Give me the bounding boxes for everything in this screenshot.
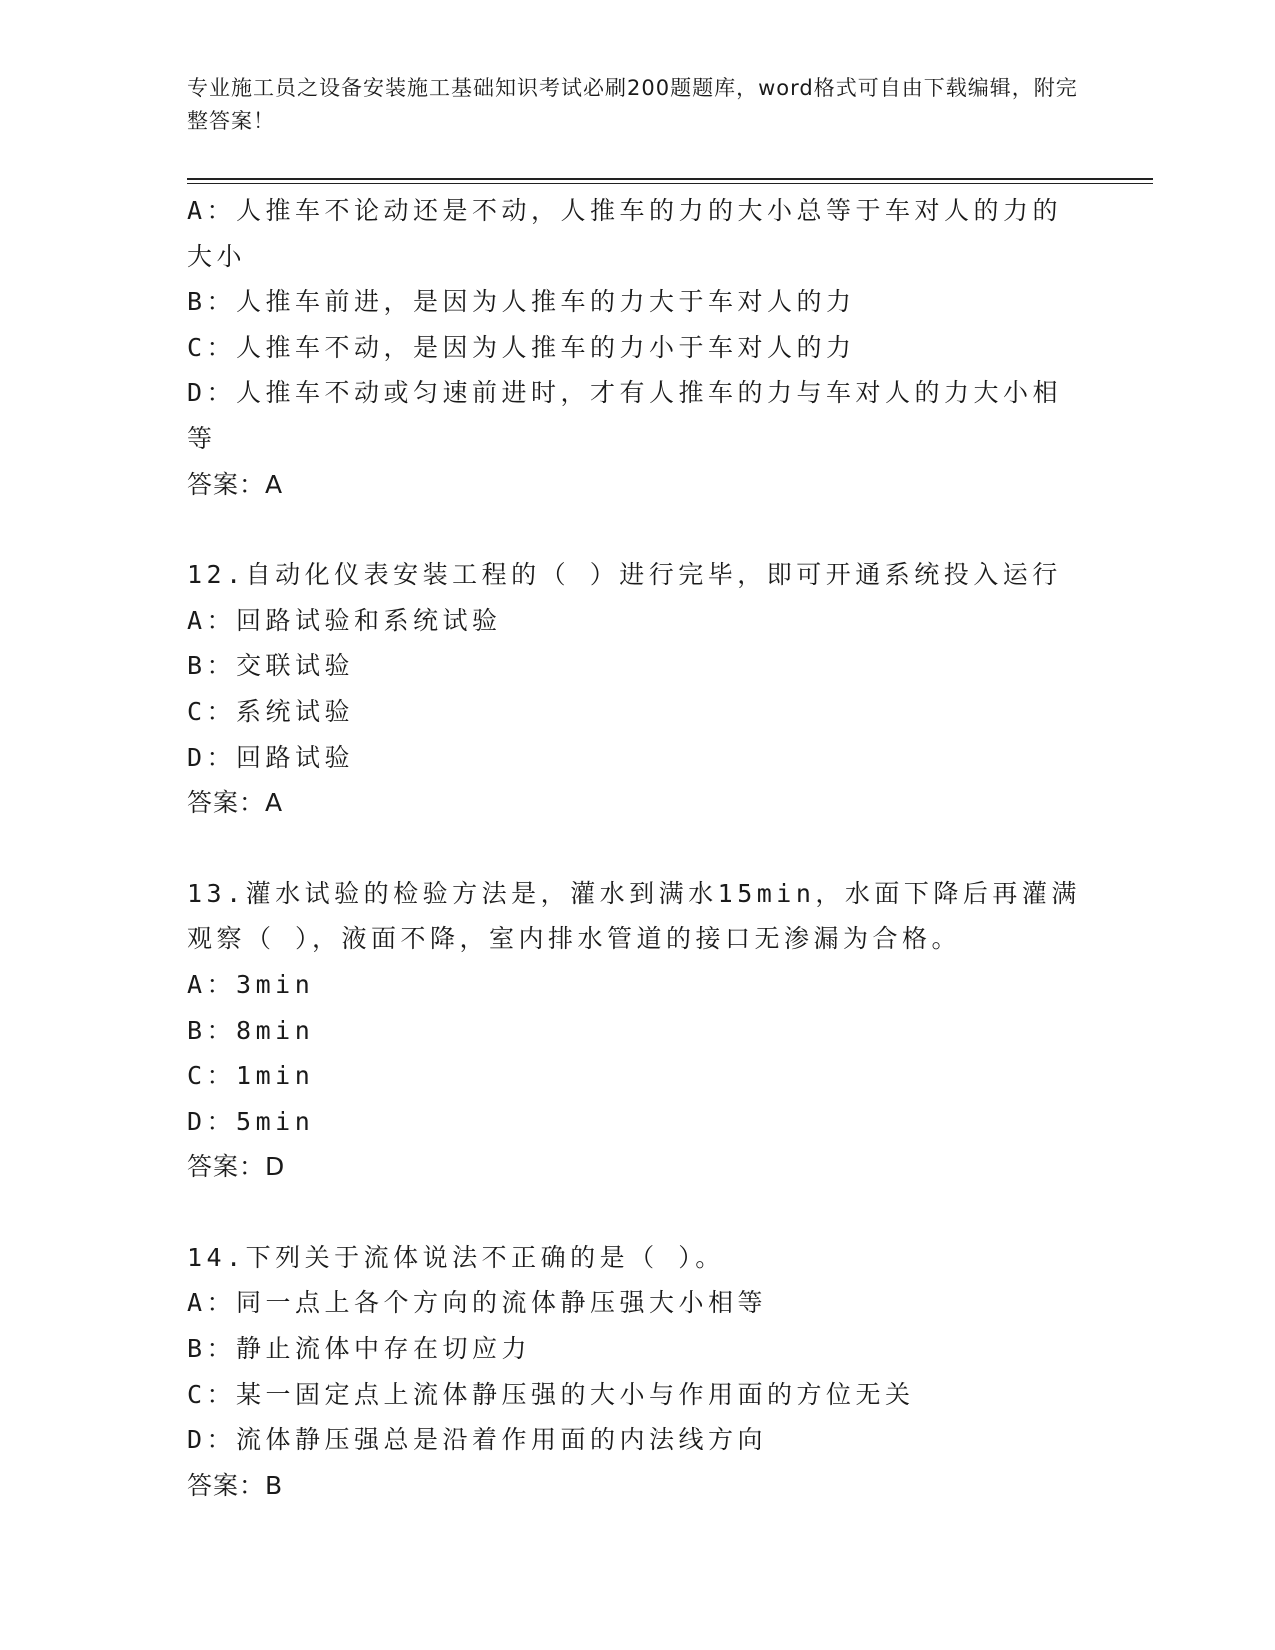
question-11-continued [187,188,1087,507]
option-b: B：8min [187,1015,315,1045]
option-b: B：交联试验 [187,651,355,681]
question-stem: 12.自动化仪表安装工程的（ ）进行完毕，即可开通系统投入运行 [187,560,1062,590]
question-stem: 13.灌水试验的检验方法是，灌水到满水15min，水面下降后再灌满观察（ ），液面不降，室内排水管道的接口无渗漏为合格。 [187,878,1081,954]
option-b: B：静止流体中存在切应力 [187,1334,532,1364]
option-a: A：回路试验和系统试验 [187,605,502,635]
option-c: C：1min [187,1061,315,1091]
option-a: A：3min [187,969,315,999]
option-d: D：流体静压强总是沿着作用面的内法线方向 [187,1425,768,1455]
option-d: D：5min [187,1106,315,1136]
option-d: D：人推车不动或匀速前进时，才有人推车的力与车对人的力大小相等 [187,378,1063,453]
option-c: C：人推车不动，是因为人推车的力小于车对人的力 [187,332,856,362]
option-a: A：人推车不论动还是不动，人推车的力的大小总等于车对人的力的大小 [187,196,1063,271]
answer-line: 答案：B [187,1470,284,1500]
answer-line: 答案：A [187,469,284,499]
question-stem: 14.下列关于流体说法不正确的是（ ）。 [187,1242,725,1272]
document-title: 专业施工员之设备安装施工基础知识考试必刷200题题库，word格式可自由下载编辑，附完整答案！ [187,76,1078,133]
option-c: C：某一固定点上流体静压强的大小与作用面的方位无关 [187,1379,915,1409]
answer-line: 答案：D [187,1152,286,1182]
question-14 [187,1235,1087,1509]
question-12 [187,552,1087,826]
question-list [187,188,1087,1508]
document-header [187,72,1087,138]
option-c: C：系统试验 [187,696,355,726]
header-divider-thin [187,183,1153,184]
option-a: A：同一点上各个方向的流体静压强大小相等 [187,1288,768,1318]
option-b: B：人推车前进，是因为人推车的力大于车对人的力 [187,287,856,317]
answer-line: 答案：A [187,788,284,818]
question-13 [187,871,1087,1190]
option-d: D：回路试验 [187,742,355,772]
header-divider-thick [187,178,1153,180]
